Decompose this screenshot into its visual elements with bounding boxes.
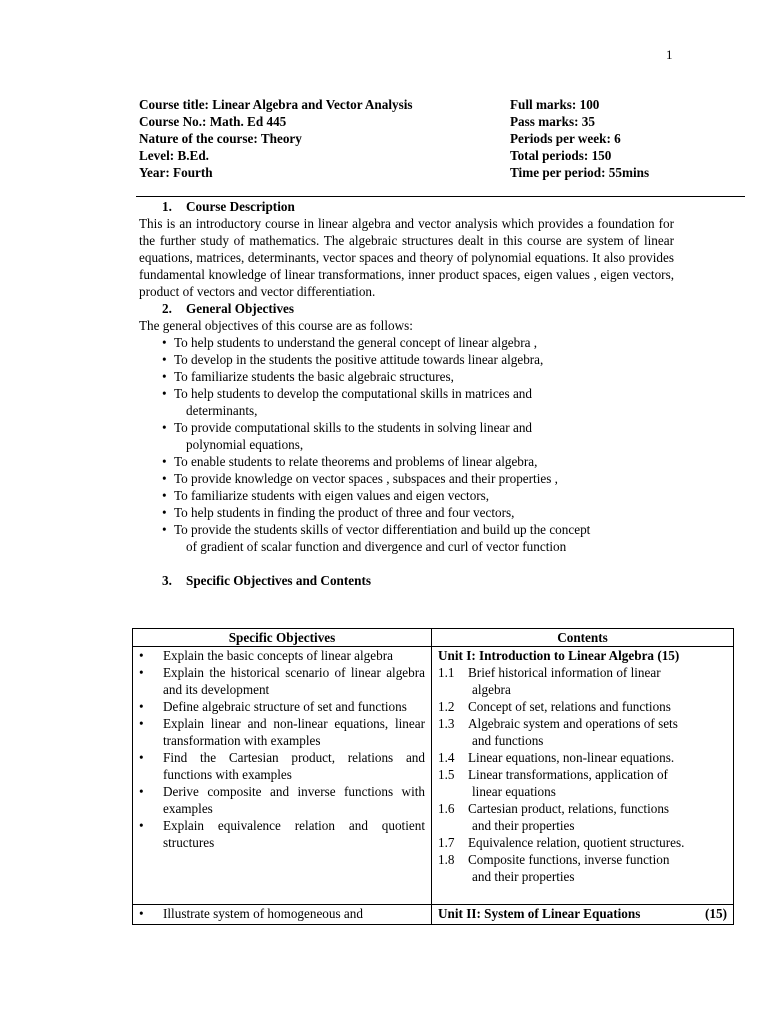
time-per-period: Time per period: 55mins: [510, 165, 650, 180]
header-divider: [136, 196, 745, 197]
section-number: 2.: [162, 301, 172, 316]
bullet-icon: •: [139, 648, 144, 663]
list-item: [133, 715, 431, 749]
list-item: [139, 419, 674, 453]
list-item: [432, 834, 733, 851]
bullet-icon: •: [162, 488, 167, 503]
unit2-objectives-cell: [133, 905, 432, 924]
topic-number: 1.8: [438, 852, 455, 867]
objectives-intro: The general objectives of this course are as follows:: [139, 318, 413, 333]
objective-text: Explain linear and non-linear equations, linear transformation with examples: [163, 716, 425, 748]
bullet-icon: •: [162, 522, 167, 537]
objective-text: To help students to understand the general concept of linear algebra ,: [174, 335, 538, 350]
topic-number: 1.3: [438, 716, 455, 731]
bullet-icon: •: [162, 335, 167, 350]
list-item: [432, 800, 733, 834]
section-heading-specific-objectives: [139, 572, 674, 589]
document-body: [139, 198, 674, 589]
objective-text: Explain equivalence relation and quotient structures: [163, 818, 425, 850]
topic-number: 1.4: [438, 750, 455, 765]
topic-text-cont: linear equations: [472, 784, 556, 799]
topic-text: Linear equations, non-linear equations.: [468, 750, 675, 765]
general-objectives-list: [139, 334, 674, 555]
unit1-topics-list: [432, 664, 733, 885]
objective-text: Define algebraic structure of set and functions: [163, 699, 407, 714]
section-number: 1.: [162, 199, 172, 214]
bullet-icon: •: [162, 454, 167, 469]
page-number: 1: [666, 47, 673, 62]
topic-text-cont: and their properties: [472, 869, 575, 884]
bullet-icon: •: [162, 352, 167, 367]
objective-text: To familiarize students the basic algebraic structures,: [174, 369, 454, 384]
objective-text: Derive composite and inverse functions with examples: [163, 784, 425, 816]
course-title: Course title: Linear Algebra and Vector Analysis: [139, 97, 413, 112]
section-number: 3.: [162, 573, 172, 588]
topic-text: Linear transformations, application of: [468, 767, 668, 782]
unit2-periods: (15): [705, 906, 727, 921]
list-item: [133, 647, 431, 664]
topic-text: Composite functions, inverse function: [468, 852, 670, 867]
objective-text: To provide the students skills of vector differentiation and build up the concept: [174, 522, 591, 537]
unit1-objectives-cell: [133, 647, 432, 904]
header-row: [139, 96, 699, 113]
section-title: General Objectives: [186, 301, 295, 316]
objective-text: To develop in the students the positive attitude towards linear algebra,: [174, 352, 544, 367]
objective-text: To help students to develop the computational skills in matrices and: [174, 386, 532, 401]
table-header-row: [133, 629, 733, 647]
list-item: [432, 766, 733, 800]
bullet-icon: •: [139, 699, 144, 714]
objective-text: To familiarize students with eigen values and eigen vectors,: [174, 488, 490, 503]
header-row: [139, 164, 699, 181]
column-header-contents: Contents: [557, 630, 608, 645]
list-item: [139, 504, 674, 521]
list-item: [139, 487, 674, 504]
section-title: Specific Objectives and Contents: [186, 573, 371, 588]
specific-objectives-list: [133, 647, 431, 851]
list-item: [133, 817, 431, 851]
table-row: [133, 905, 733, 924]
objective-text-cont: determinants,: [186, 403, 258, 418]
pass-marks: Pass marks: 35: [510, 114, 595, 129]
bullet-icon: •: [139, 665, 144, 680]
bullet-icon: •: [162, 369, 167, 384]
bullet-icon: •: [139, 716, 144, 731]
header-row: [139, 130, 699, 147]
specific-objectives-list: [133, 905, 431, 922]
course-year: Year: Fourth: [139, 165, 213, 180]
objective-text: To enable students to relate theorems and problems of linear algebra,: [174, 454, 538, 469]
topic-number: 1.5: [438, 767, 455, 782]
topic-text-cont: and their properties: [472, 818, 575, 833]
bullet-icon: •: [162, 505, 167, 520]
header-row: [139, 113, 699, 130]
full-marks: Full marks: 100: [510, 97, 600, 112]
topic-text: Cartesian product, relations, functions: [468, 801, 670, 816]
topic-text-cont: and functions: [472, 733, 544, 748]
list-item: [139, 453, 674, 470]
list-item: [139, 351, 674, 368]
topic-text-cont: algebra: [472, 682, 511, 697]
list-item: [133, 664, 431, 698]
topic-text: Algebraic system and operations of sets: [468, 716, 678, 731]
header-row: [139, 147, 699, 164]
course-nature: Nature of the course: Theory: [139, 131, 302, 146]
list-item: [139, 334, 674, 351]
topic-number: 1.6: [438, 801, 455, 816]
list-item: [133, 749, 431, 783]
topic-text: Brief historical information of linear: [468, 665, 661, 680]
objective-text: To provide knowledge on vector spaces , subspaces and their properties ,: [174, 471, 558, 486]
list-item: [432, 749, 733, 766]
list-item: [432, 664, 733, 698]
course-number: Course No.: Math. Ed 445: [139, 114, 287, 129]
bullet-icon: •: [162, 420, 167, 435]
topic-text: Equivalence relation, quotient structures.: [468, 835, 685, 850]
table-row: [133, 647, 733, 905]
objective-text: Find the Cartesian product, relations and functions with examples: [163, 750, 425, 782]
topic-number: 1.7: [438, 835, 455, 850]
course-description-text: This is an introductory course in linear algebra and vector analysis which provides a foundation for the further study of mathematics. The algebraic structures dealt in this course are system of linear equations, matrices, determinants, vector spaces and theory of polynomial equations. It also provides fundamental knowledge of linear transformations, inner product spaces, eigen values , eigen vectors, product of vectors and vector differentiation.: [139, 216, 674, 299]
list-item: [139, 368, 674, 385]
list-item: [432, 851, 733, 885]
list-item: [133, 783, 431, 817]
list-item: [133, 905, 431, 922]
bullet-icon: •: [162, 471, 167, 486]
section-heading-course-description: [139, 198, 674, 215]
bullet-icon: •: [139, 818, 144, 833]
list-item: [139, 521, 674, 555]
objective-text: To provide computational skills to the students in solving linear and: [174, 420, 533, 435]
bullet-icon: •: [139, 784, 144, 799]
unit2-title: [432, 905, 733, 922]
course-header: [139, 96, 699, 181]
bullet-icon: •: [139, 750, 144, 765]
objective-text: Illustrate system of homogeneous and: [163, 906, 363, 921]
objective-text: Explain the basic concepts of linear algebra: [163, 648, 393, 663]
list-item: [139, 385, 674, 419]
column-header-specific-objectives: Specific Objectives: [133, 629, 432, 646]
section-title: Course Description: [186, 199, 295, 214]
objective-text-cont: polynomial equations,: [186, 437, 304, 452]
unit1-contents-cell: [432, 647, 733, 904]
bullet-icon: •: [162, 386, 167, 401]
total-periods: Total periods: 150: [510, 148, 612, 163]
objective-text-cont: of gradient of scalar function and divergence and curl of vector function: [186, 539, 567, 554]
list-item: [133, 698, 431, 715]
bullet-icon: •: [139, 906, 144, 921]
unit1-title: Unit I: Introduction to Linear Algebra (15): [438, 648, 680, 663]
topic-text: Concept of set, relations and functions: [468, 699, 671, 714]
spacer: [139, 555, 674, 572]
objective-text: To help students in finding the product of three and four vectors,: [174, 505, 515, 520]
list-item: [139, 470, 674, 487]
objectives-contents-table: [132, 628, 734, 925]
course-level: Level: B.Ed.: [139, 148, 209, 163]
list-item: [432, 698, 733, 715]
periods-per-week: Periods per week: 6: [510, 131, 621, 146]
topic-number: 1.2: [438, 699, 455, 714]
topic-number: 1.1: [438, 665, 455, 680]
objective-text: Explain the historical scenario of linear algebra and its development: [163, 665, 425, 697]
unit2-title-text: Unit II: System of Linear Equations: [438, 906, 641, 921]
section-heading-general-objectives: [139, 300, 674, 317]
list-item: [432, 715, 733, 749]
unit2-contents-cell: [432, 905, 733, 924]
